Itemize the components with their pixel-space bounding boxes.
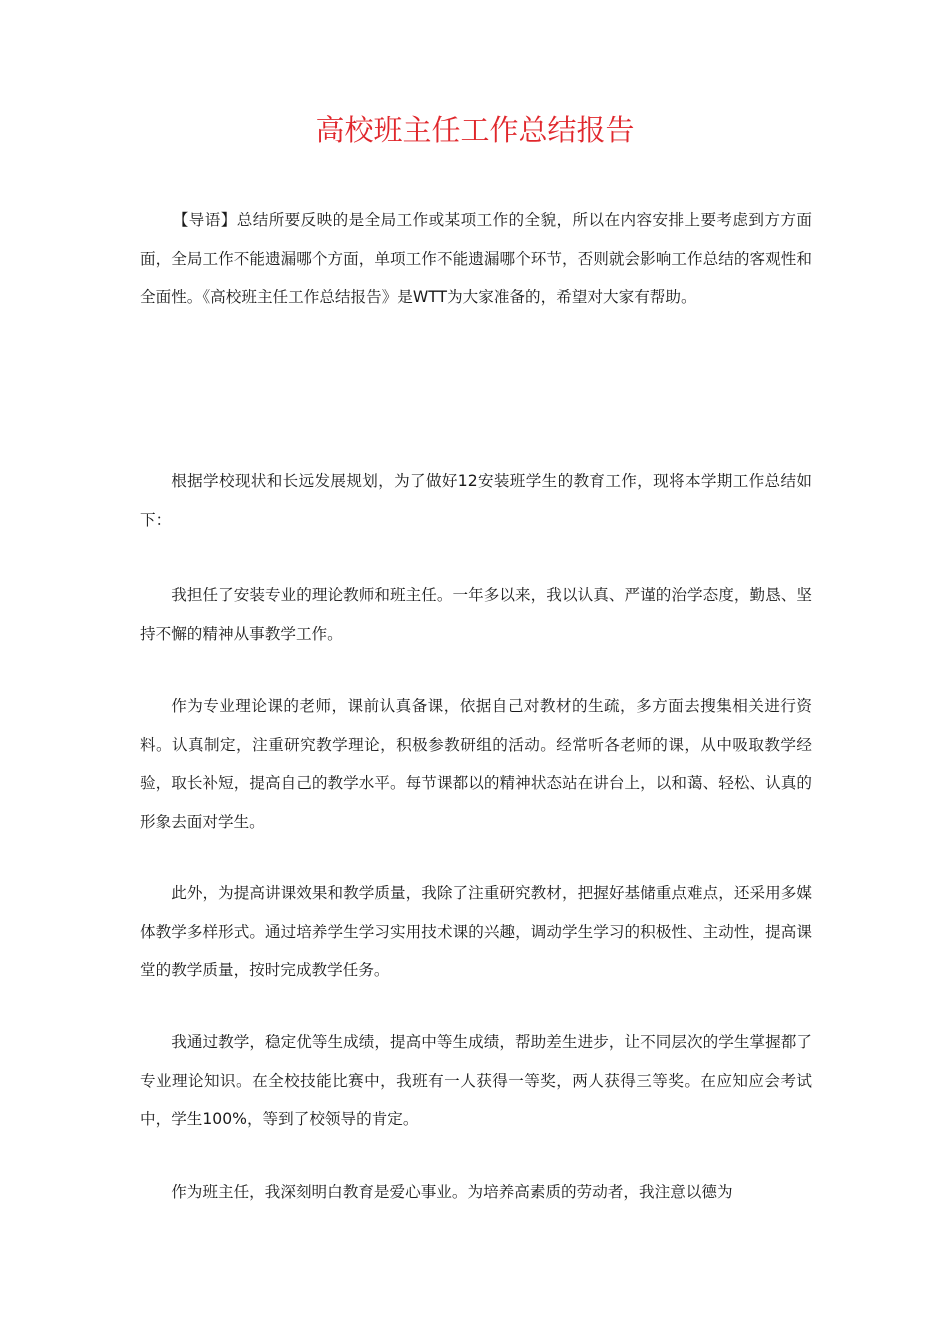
paragraph-intro: 【导语】总结所要反映的是全局工作或某项工作的全貌，所以在内容安排上要考虑到方方面面，全局工作不能遗漏哪个方面，单项工作不能遗漏哪个环节，否则就会影响工作总结的客观性和全面性。《高校班主任工作总结报告》是WTT为大家准备的，希望对大家有帮助。 [140, 211, 812, 306]
paragraph: 作为专业理论课的老师，课前认真备课，依据自己对教材的生疏，多方面去搜集相关进行资料。认真制定，注重研究教学理论，积极参教研组的活动。经常听各老师的课，从中吸取教学经验，取长补短，提高自己的教学水平。每节课都以的精神状态站在讲台上，以和蔼、轻松、认真的形象去面对学生。 [140, 697, 812, 831]
paragraph: 我通过教学，稳定优等生成绩，提高中等生成绩，帮助差生进步，让不同层次的学生掌握都了专业理论知识。在全校技能比赛中，我班有一人获得一等奖，两人获得三等奖。在应知应会考试中，学生100%，等到了校领导的肯定。 [140, 1033, 812, 1128]
paragraph: 作为班主任，我深刻明白教育是爱心事业。为培养高素质的劳动者，我注意以德为 [171, 1183, 733, 1201]
paragraph: 此外，为提高讲课效果和教学质量，我除了注重研究教材，把握好基储重点难点，还采用多媒体教学多样形式。通过培养学生学习实用技术课的兴趣，调动学生学习的积极性、主动性，提高课堂的教学质量，按时完成教学任务。 [140, 884, 812, 979]
document-title: 高校班主任工作总结报告 [315, 113, 635, 147]
paragraph: 我担任了安装专业的理论教师和班主任。一年多以来，我以认真、严谨的治学态度，勤恳、坚持不懈的精神从事教学工作。 [140, 586, 812, 643]
paragraph: 根据学校现状和长远发展规划，为了做好12安装班学生的教育工作，现将本学期工作总结如下： [140, 472, 812, 529]
